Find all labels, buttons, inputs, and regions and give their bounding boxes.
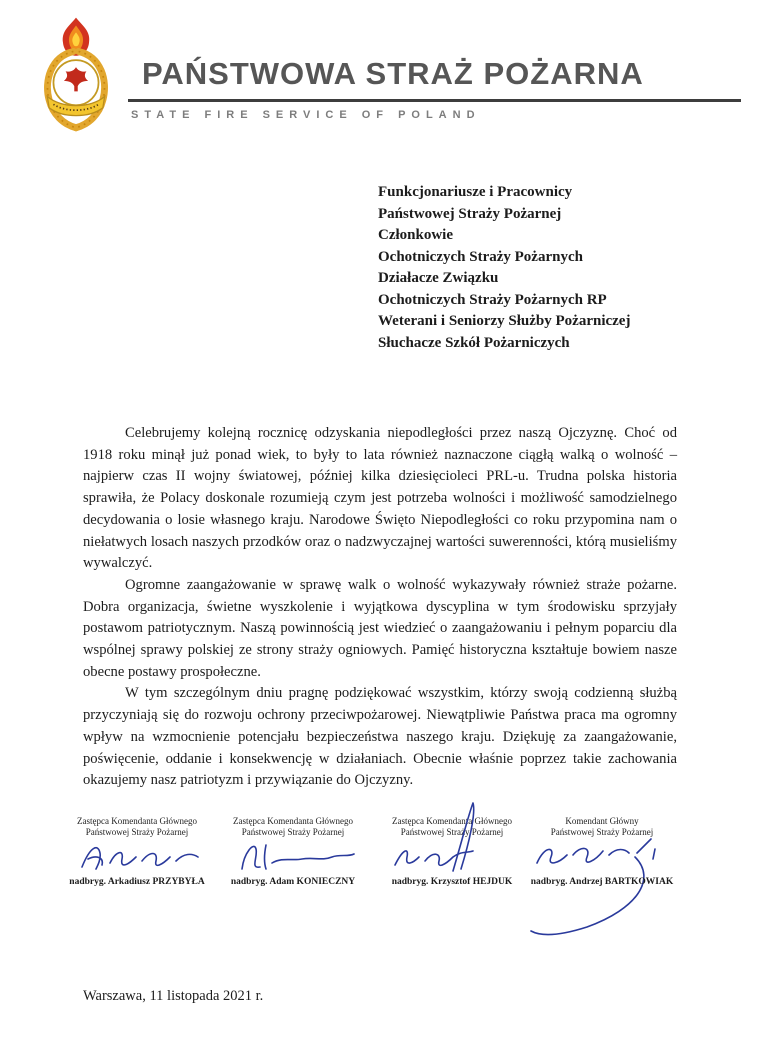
organization-title: PAŃSTWOWA STRAŻ POŻARNA [142, 56, 644, 91]
signer-title-line: Państwowej Straży Pożarnej [400, 826, 504, 837]
signer-title [208, 816, 378, 837]
addressee-block [378, 182, 630, 354]
addressee-line: Członkowie [378, 227, 453, 243]
signer-title [517, 816, 687, 837]
handwritten-signature-icon [208, 839, 378, 875]
addressee-line: Działacze Związku [378, 270, 499, 286]
signature-column [367, 816, 537, 887]
signer-title-line: Zastępca Komendanta Głównego [392, 816, 512, 826]
signer-title-line: Komendant Główny [565, 816, 639, 826]
letter-body [83, 423, 677, 792]
signer-title-line: Zastępca Komendanta Głównego [233, 816, 353, 826]
addressee-line: Ochotniczych Straży Pożarnych RP [378, 291, 607, 308]
signer-title [52, 816, 222, 837]
header-divider [128, 99, 741, 102]
addressee-line: Weterani i Seniorzy Służby Pożarniczej [378, 313, 631, 329]
organization-subtitle: STATE FIRE SERVICE OF POLAND [131, 109, 481, 121]
addressee-line: Funkcjonariusze i Pracownicy [378, 184, 573, 200]
signature-column [517, 816, 687, 887]
signer-name: nadbryg. Krzysztof HEJDUK [391, 877, 513, 887]
addressee-line: Ochotniczych Straży Pożarnych [378, 248, 583, 265]
body-paragraph: W tym szczególnym dniu pragnę podziękować wszystkim, którzy swoją codzienną służbą przyczyniają się do rozwoju ochrony przeciwpożarowej. Niewątpliwie Państwa praca ma ogromny wpływ na wzmocnienie potencjału bezpieczeństwa naszego kraju. Dziękuję za zaangażowanie, poświęcenie, oddanie i konsekwencję w działaniach. Obecnie właśnie poprzez takie zachowania okazujemy nasz patriotyzm i przywiązanie do Ojczyzny. [83, 685, 677, 789]
signer-title-line: Państwowej Straży Pożarnej [85, 826, 189, 837]
body-paragraph: Ogromne zaangażowanie w sprawę walk o wolność wykazywały również straże pożarne. Dobra organizacja, świetne wyszkolenie i wyjątkowa dyscyplina w tym środowisku sprzyjały postawom patriotycznym. Naszą powinnością jest wiedzieć o zaangażowaniu i pełnym poparciu dla wspólnej sprawy polskiej ze strony straży ogniowych. Pamięć historyczna kształtuje bowiem nasze obecne postawy prospołeczne. [83, 576, 677, 680]
signer-name: nadbryg. Andrzej BARTKOWIAK [530, 877, 674, 887]
fire-service-emblem-icon [37, 8, 115, 140]
signature-column [52, 816, 222, 887]
signer-name: nadbryg. Adam KONIECZNY [230, 877, 356, 887]
signer-title [367, 816, 537, 837]
addressee-line: Słuchacze Szkół Pożarniczych [378, 334, 570, 351]
handwritten-signature-icon [52, 839, 222, 875]
signer-title-line: Państwowej Straży Pożarnej [550, 826, 654, 837]
handwritten-signature-icon [367, 839, 537, 875]
date-place-line: Warszawa, 11 listopada 2021 r. [83, 988, 264, 1004]
handwritten-signature-icon [517, 839, 687, 875]
signer-name: nadbryg. Arkadiusz PRZYBYŁA [69, 877, 205, 887]
addressee-line: Państwowej Straży Pożarnej [378, 205, 562, 222]
signature-column [208, 816, 378, 887]
body-paragraph: Celebrujemy kolejną rocznicę odzyskania niepodległości przez naszą Ojczyznę. Choć od 1918 roku minął już ponad wiek, to były to lata również naznaczone ciągłą walką o wolność – najpierw czas II wojny światowej, później kilka dziesięcioleci PRL-u. Trudna polska historia sprawiła, że Polacy doskonale rozumieją czym jest potrzeba wolności i możliwość samodzielnego decydowania o losie własnego kraju. Narodowe Święto Niepodległości co roku przypomina nam o niełatwych losach naszych przodków oraz o nadzwyczajnej wartości suwerenności, którą musieliśmy wywalczyć. [83, 425, 677, 572]
signer-title-line: Państwowej Straży Pożarnej [241, 826, 345, 837]
signer-title-line: Zastępca Komendanta Głównego [77, 816, 197, 826]
